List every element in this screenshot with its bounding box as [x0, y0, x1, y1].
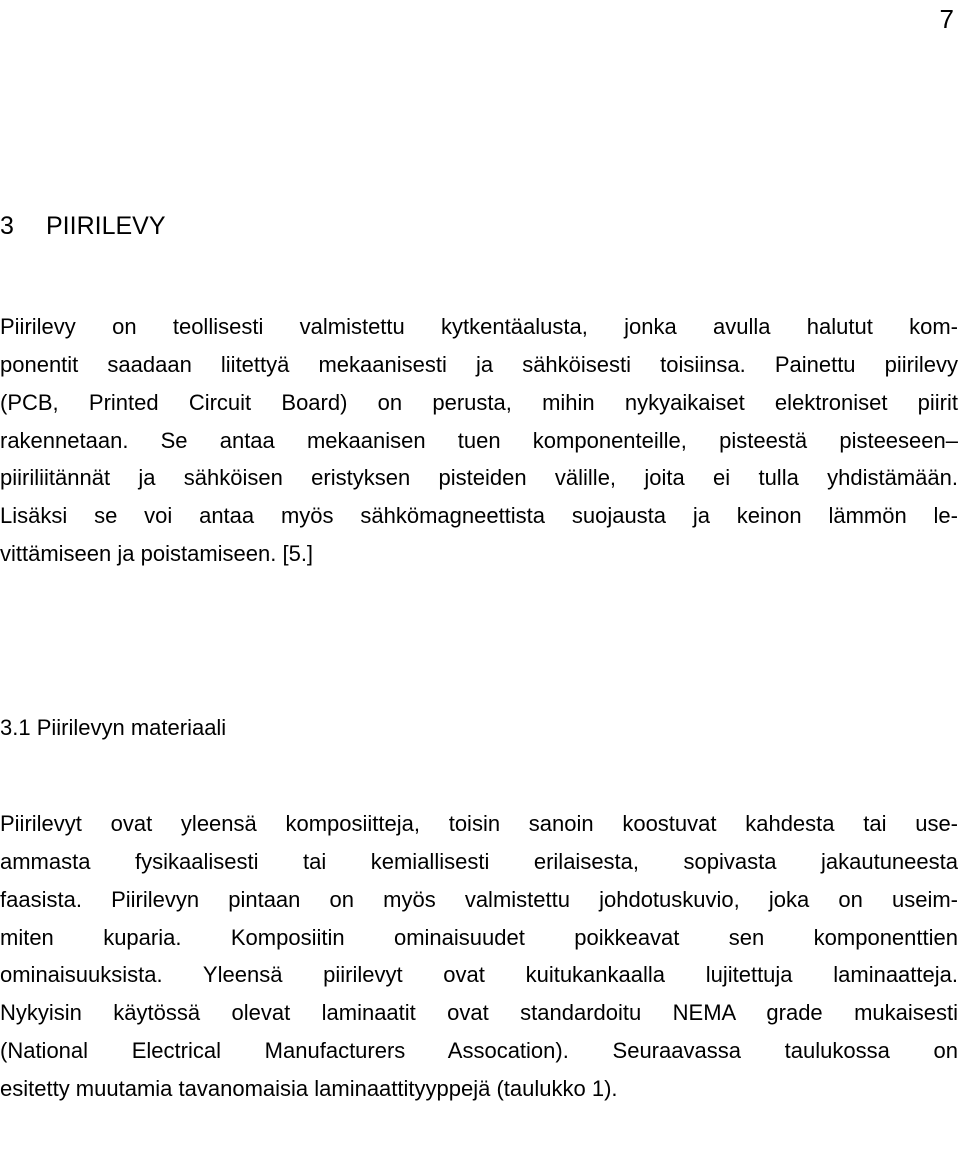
section-heading: 3.1 Piirilevyn materiaali: [0, 715, 227, 740]
text-line: miten kuparia. Komposiitin ominaisuudet poikkeavat sen komponenttien: [0, 924, 958, 950]
text-line: ominaisuuksista. Yleensä piirilevyt ovat kuitukankaalla lujitettuja laminaatteja.: [0, 962, 958, 988]
text-line: vittämiseen ja poistamiseen. [5.]: [0, 541, 314, 567]
chapter-heading: [0, 210, 166, 242]
text-line: faasista. Piirilevyn pintaan on myös valmistettu johdotuskuvio, joka on useim-: [0, 886, 958, 912]
text-line: esitetty muutamia tavanomaisia laminaattityyppejä (taulukko 1).: [0, 1076, 618, 1102]
text-line: Nykyisin käytössä olevat laminaatit ovat standardoitu NEMA grade mukaisesti: [0, 1000, 958, 1026]
chapter-title: PIIRILEVY: [46, 212, 166, 240]
text-line: (National Electrical Manufacturers Assocation). Seuraavassa taulukossa on: [0, 1038, 958, 1064]
text-line: Piirilevy on teollisesti valmistettu kytkentäalusta, jonka avulla halutut kom-: [0, 314, 958, 339]
text-line: rakennetaan. Se antaa mekaanisen tuen komponenteille, pisteestä pisteeseen–: [0, 427, 958, 453]
text-line: ammasta fysikaalisesti tai kemiallisesti erilaisesta, sopivasta jakautuneesta: [0, 848, 958, 874]
paragraph-materials: [0, 805, 958, 1108]
text-line: ponentit saadaan liitettyä mekaanisesti ja sähköisesti toisiinsa. Painettu piirilevy: [0, 351, 958, 377]
text-line: Piirilevyt ovat yleensä komposiitteja, toisin sanoin koostuvat kahdesta tai use-: [0, 811, 958, 836]
chapter-number: 3: [0, 212, 14, 240]
text-line: (PCB, Printed Circuit Board) on perusta, mihin nykyaikaiset elektroniset piirit: [0, 389, 958, 415]
text-line: piiriliitännät ja sähköisen eristyksen pisteiden välille, joita ei tulla yhdistämään.: [0, 465, 958, 491]
paragraph-intro: [0, 308, 958, 573]
page-number: 7: [939, 4, 954, 34]
text-line: Lisäksi se voi antaa myös sähkömagneettista suojausta ja keinon lämmön le-: [0, 503, 958, 529]
